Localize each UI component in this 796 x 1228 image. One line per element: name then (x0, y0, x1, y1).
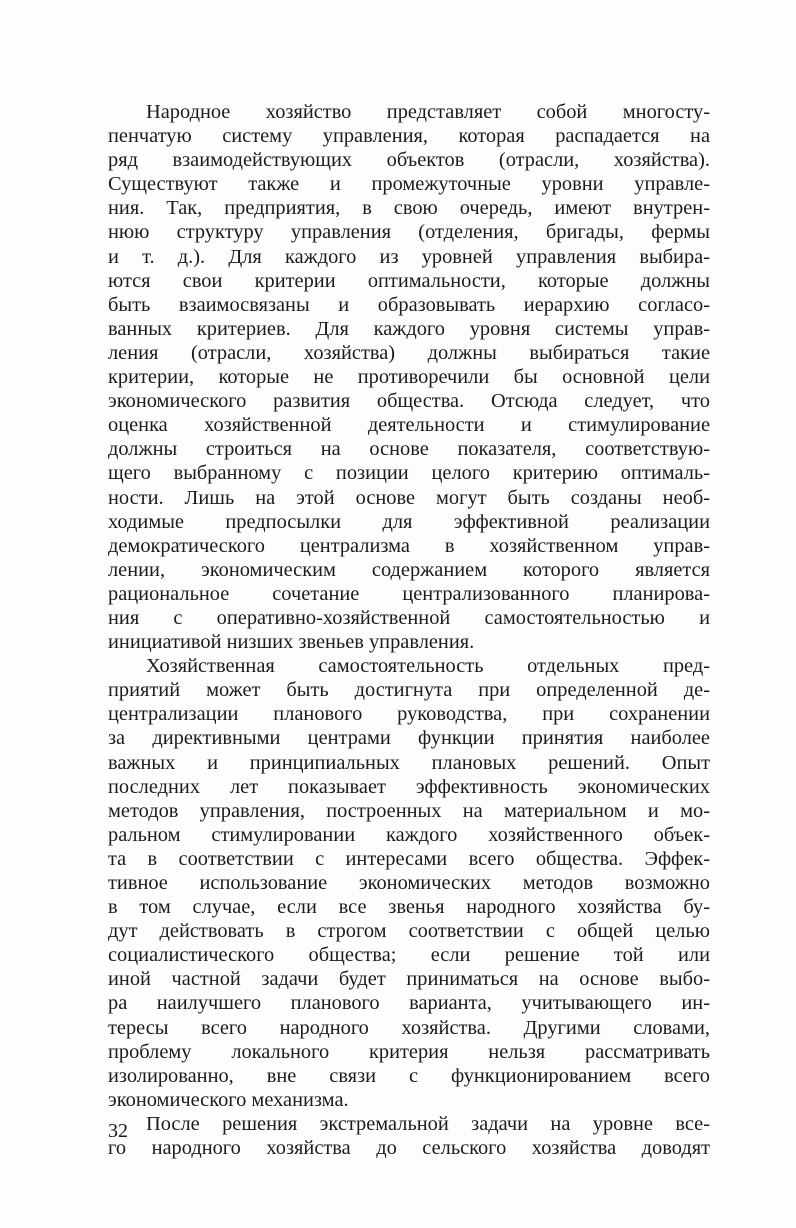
text-line: экономического механизма. (108, 1088, 349, 1111)
text-line: Народное хозяйство представляет собой многосту- (146, 101, 710, 123)
text-line: Существуют также и промежуточные уровни управле- (108, 173, 710, 196)
text-line: ния с оперативно-хозяйственной самостоятельностью и (108, 606, 710, 629)
text-line: дут действовать в строгом соответствии с общей целью (108, 920, 710, 943)
paragraph (108, 1112, 710, 1160)
text-line: иной частной задачи будет приниматься на основе выбо- (108, 968, 710, 991)
text-line: и т. д.). Для каждого из уровней управления выбира- (108, 245, 710, 268)
text-line: ности. Лишь на этой основе могут быть созданы необ- (108, 486, 710, 509)
text-line: критерии, которые не противоречили бы основной цели (108, 366, 710, 389)
text-line: методов управления, построенных на материальном и мо- (108, 799, 710, 822)
text-line: пенчатую систему управления, которая распадается на (108, 125, 710, 148)
text-line: рациональное сочетание централизованного планирова- (108, 582, 710, 605)
text-line: последних лет показывает эффективность экономических (108, 775, 710, 798)
text-line: экономического развития общества. Отсюда следует, что (108, 390, 710, 413)
text-line: ванных критериев. Для каждого уровня системы управ- (108, 317, 710, 340)
text-line: та в соответствии с интересами всего общества. Эффек- (108, 847, 710, 870)
text-line: централизации планового руководства, при сохранении (108, 703, 710, 726)
text-line: тивное использование экономических методов возможно (108, 872, 710, 894)
text-line: оценка хозяйственной деятельности и стимулирование (108, 414, 710, 437)
text-line: социалистического общества; если решение той или (108, 944, 710, 967)
text-line: важных и принципиальных плановых решений. Опыт (108, 751, 710, 774)
paragraph (108, 654, 710, 1112)
text-line: ются свои критерии оптимальности, которые должны (108, 269, 710, 292)
paragraph (108, 100, 710, 654)
text-line: После решения экстремальной задачи на уровне все- (146, 1112, 710, 1135)
text-line: за директивными центрами функции принятия наиболее (108, 727, 710, 750)
text-line: го народного хозяйства до сельского хозяйства доводят (108, 1137, 710, 1160)
text-line: лении, экономическим содержанием которого является (108, 558, 710, 581)
text-line: ральном стимулировании каждого хозяйственного объек- (108, 823, 710, 846)
body-text (108, 100, 710, 1160)
text-line: приятий может быть достигнута при определенной де- (108, 679, 710, 702)
text-line: ряд взаимодействующих объектов (отрасли, хозяйства). (108, 149, 710, 172)
text-line: ра наилучшего планового варианта, учитывающего ин- (108, 992, 710, 1015)
text-line: ходимые предпосылки для эффективной реализации (108, 510, 710, 533)
page-number: 32 (108, 1120, 128, 1142)
text-line: демократического централизма в хозяйственном управ- (108, 534, 710, 557)
text-line: проблему локального критерия нельзя рассматривать (108, 1040, 710, 1063)
text-line: ления (отрасли, хозяйства) должны выбираться такие (108, 341, 710, 364)
text-line: щего выбранному с позиции целого критерию оптималь- (108, 462, 710, 485)
text-line: должны строиться на основе показателя, соответствую- (108, 438, 710, 461)
text-line: быть взаимосвязаны и образовывать иерархию согласо- (108, 293, 710, 316)
text-line: ния. Так, предприятия, в свою очередь, имеют внутрен- (108, 197, 710, 220)
text-line: нюю структуру управления (отделения, бригады, фермы (108, 221, 710, 244)
text-line: инициативой низших звеньев управления. (108, 631, 475, 654)
text-line: тересы всего народного хозяйства. Другими словами, (108, 1016, 710, 1039)
text-line: в том случае, если все звенья народного хозяйства бу- (108, 896, 710, 919)
text-line: Хозяйственная самостоятельность отдельных пред- (146, 655, 710, 678)
text-line: изолированно, вне связи с функционированием всего (108, 1064, 710, 1087)
